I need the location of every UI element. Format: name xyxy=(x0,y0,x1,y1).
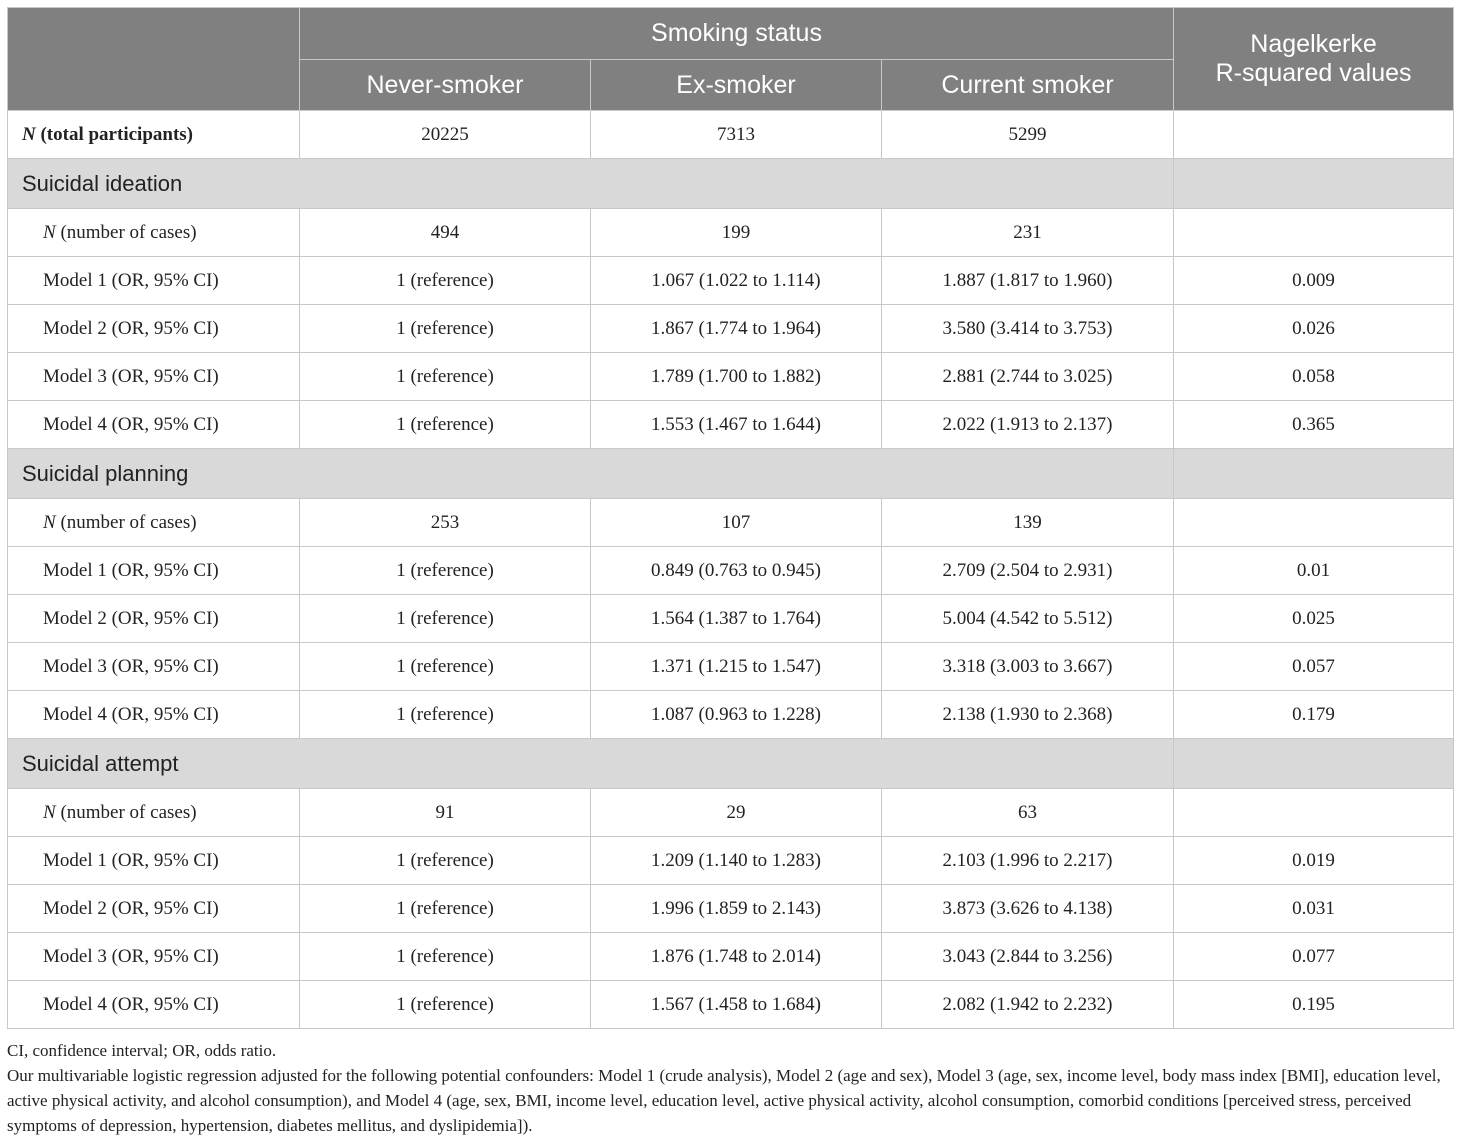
cell-never: 1 (reference) xyxy=(300,837,591,885)
cell-never: 1 (reference) xyxy=(300,885,591,933)
row-label-italic: N xyxy=(43,511,56,533)
row-label-text: Model 2 (OR, 95% CI) xyxy=(43,897,219,919)
cell-r2 xyxy=(1174,209,1454,257)
cell-never: 1 (reference) xyxy=(300,933,591,981)
row-label-text: (number of cases) xyxy=(55,511,197,533)
cell-ex: 0.849 (0.763 to 0.945) xyxy=(591,547,882,595)
cell-ex: 1.867 (1.774 to 1.964) xyxy=(591,305,882,353)
table-row xyxy=(8,257,1454,305)
r2-header xyxy=(1174,8,1454,111)
row-label xyxy=(8,547,300,595)
cell-r2: 0.195 xyxy=(1174,981,1454,1029)
total-r2 xyxy=(1174,111,1454,159)
table-row xyxy=(8,209,1454,257)
table-row xyxy=(8,305,1454,353)
cell-ex: 1.789 (1.700 to 1.882) xyxy=(591,353,882,401)
row-label-text: Model 3 (OR, 95% CI) xyxy=(43,365,219,387)
cell-never: 1 (reference) xyxy=(300,595,591,643)
cell-never: 91 xyxy=(300,789,591,837)
cell-current: 2.082 (1.942 to 2.232) xyxy=(882,981,1174,1029)
cell-current: 63 xyxy=(882,789,1174,837)
section-header-row xyxy=(8,449,1454,499)
table-row xyxy=(8,885,1454,933)
row-label xyxy=(8,353,300,401)
total-current: 5299 xyxy=(882,111,1174,159)
cell-r2: 0.019 xyxy=(1174,837,1454,885)
cell-never: 1 (reference) xyxy=(300,353,591,401)
cell-ex: 1.567 (1.458 to 1.684) xyxy=(591,981,882,1029)
corner-cell xyxy=(8,8,300,111)
cell-r2: 0.365 xyxy=(1174,401,1454,449)
row-label-text: (number of cases) xyxy=(55,221,197,243)
cell-current: 2.881 (2.744 to 3.025) xyxy=(882,353,1174,401)
section-header-row xyxy=(8,739,1454,789)
n-italic: N xyxy=(22,123,36,145)
row-label-text: Model 2 (OR, 95% CI) xyxy=(43,317,219,339)
row-label-text: Model 2 (OR, 95% CI) xyxy=(43,607,219,629)
cell-r2: 0.077 xyxy=(1174,933,1454,981)
row-label-text: Model 1 (OR, 95% CI) xyxy=(43,559,219,581)
table-row xyxy=(8,691,1454,739)
table-footnotes xyxy=(7,1038,1453,1138)
cell-never: 1 (reference) xyxy=(300,547,591,595)
cell-never: 253 xyxy=(300,499,591,547)
table-row xyxy=(8,547,1454,595)
cell-r2: 0.179 xyxy=(1174,691,1454,739)
cell-ex: 1.067 (1.022 to 1.114) xyxy=(591,257,882,305)
cell-current: 2.103 (1.996 to 2.217) xyxy=(882,837,1174,885)
cell-never: 1 (reference) xyxy=(300,643,591,691)
row-label-italic: N xyxy=(43,221,56,243)
footnote-abbreviations: CI, confidence interval; OR, odds ratio. xyxy=(7,1041,277,1060)
total-never: 20225 xyxy=(300,111,591,159)
table-row xyxy=(8,643,1454,691)
cell-current: 2.709 (2.504 to 2.931) xyxy=(882,547,1174,595)
table-row xyxy=(8,499,1454,547)
row-label-text: Model 1 (OR, 95% CI) xyxy=(43,849,219,871)
cell-ex: 1.876 (1.748 to 2.014) xyxy=(591,933,882,981)
table-row xyxy=(8,837,1454,885)
cell-never: 1 (reference) xyxy=(300,305,591,353)
row-label xyxy=(8,643,300,691)
cell-current: 3.580 (3.414 to 3.753) xyxy=(882,305,1174,353)
total-participants-row xyxy=(8,111,1454,159)
cell-current: 3.043 (2.844 to 3.256) xyxy=(882,933,1174,981)
cell-current: 139 xyxy=(882,499,1174,547)
cell-never: 1 (reference) xyxy=(300,691,591,739)
cell-current: 3.873 (3.626 to 4.138) xyxy=(882,885,1174,933)
cell-r2: 0.01 xyxy=(1174,547,1454,595)
cell-current: 231 xyxy=(882,209,1174,257)
row-label-text: Model 4 (OR, 95% CI) xyxy=(43,993,219,1015)
row-label xyxy=(8,837,300,885)
cell-r2: 0.009 xyxy=(1174,257,1454,305)
cell-ex: 1.996 (1.859 to 2.143) xyxy=(591,885,882,933)
row-label-text: Model 1 (OR, 95% CI) xyxy=(43,269,219,291)
table-body xyxy=(8,111,1454,1029)
table-row xyxy=(8,789,1454,837)
smoking-status-header: Smoking status xyxy=(300,8,1174,60)
row-label xyxy=(8,305,300,353)
cell-ex: 199 xyxy=(591,209,882,257)
row-label xyxy=(8,691,300,739)
table-row xyxy=(8,353,1454,401)
row-label-text: Model 4 (OR, 95% CI) xyxy=(43,703,219,725)
cell-r2: 0.026 xyxy=(1174,305,1454,353)
table-row xyxy=(8,933,1454,981)
cell-ex: 1.553 (1.467 to 1.644) xyxy=(591,401,882,449)
cell-r2: 0.031 xyxy=(1174,885,1454,933)
section-title: Suicidal ideation xyxy=(8,159,1174,209)
r2-header-line1: Nagelkerke xyxy=(1250,30,1377,58)
section-r2-empty xyxy=(1174,739,1454,789)
section-title: Suicidal planning xyxy=(8,449,1174,499)
table-container xyxy=(7,7,1453,1138)
cell-never: 1 (reference) xyxy=(300,401,591,449)
row-label xyxy=(8,595,300,643)
table-row xyxy=(8,401,1454,449)
section-r2-empty xyxy=(1174,449,1454,499)
cell-r2: 0.057 xyxy=(1174,643,1454,691)
cell-never: 1 (reference) xyxy=(300,257,591,305)
section-r2-empty xyxy=(1174,159,1454,209)
total-participants-label xyxy=(8,111,300,159)
cell-never: 1 (reference) xyxy=(300,981,591,1029)
row-label xyxy=(8,981,300,1029)
table-row xyxy=(8,595,1454,643)
cell-r2: 0.058 xyxy=(1174,353,1454,401)
r2-header-line2: R-squared values xyxy=(1215,59,1412,87)
row-label xyxy=(8,885,300,933)
row-label-italic: N xyxy=(43,801,56,823)
results-table xyxy=(7,7,1454,1029)
row-label xyxy=(8,401,300,449)
cell-r2 xyxy=(1174,789,1454,837)
cell-current: 3.318 (3.003 to 3.667) xyxy=(882,643,1174,691)
col-ex-smoker: Ex-smoker xyxy=(591,60,882,111)
cell-current: 2.022 (1.913 to 2.137) xyxy=(882,401,1174,449)
cell-ex: 1.564 (1.387 to 1.764) xyxy=(591,595,882,643)
footnote-models: Our multivariable logistic regression adjusted for the following potential confounders: Model 1 (crude analysis), Model 2 (age and sex), Model 3 (age, sex, income level, body mass index [BMI], education level, active physical activity, and alcohol consumption), and Model 4 (age, sex, BMI, income level, education level, active physical activity, alcohol consumption, comorbid conditions [perceived stress, perceived symptoms of depression, hypertension, diabetes mellitus, and dyslipidemia]). xyxy=(7,1066,1441,1135)
total-ex: 7313 xyxy=(591,111,882,159)
table-row xyxy=(8,981,1454,1029)
table-header xyxy=(8,8,1454,111)
col-current-smoker: Current smoker xyxy=(882,60,1174,111)
row-label-text: (number of cases) xyxy=(55,801,197,823)
cell-current: 1.887 (1.817 to 1.960) xyxy=(882,257,1174,305)
cell-r2: 0.025 xyxy=(1174,595,1454,643)
row-label-text: Model 3 (OR, 95% CI) xyxy=(43,945,219,967)
cell-current: 2.138 (1.930 to 2.368) xyxy=(882,691,1174,739)
total-label-text: (total participants) xyxy=(35,123,193,145)
cell-r2 xyxy=(1174,499,1454,547)
row-label xyxy=(8,257,300,305)
section-header-row xyxy=(8,159,1454,209)
row-label xyxy=(8,499,300,547)
cell-ex: 1.087 (0.963 to 1.228) xyxy=(591,691,882,739)
row-label-text: Model 3 (OR, 95% CI) xyxy=(43,655,219,677)
row-label-text: Model 4 (OR, 95% CI) xyxy=(43,413,219,435)
cell-ex: 1.371 (1.215 to 1.547) xyxy=(591,643,882,691)
row-label xyxy=(8,789,300,837)
cell-ex: 29 xyxy=(591,789,882,837)
cell-ex: 1.209 (1.140 to 1.283) xyxy=(591,837,882,885)
row-label xyxy=(8,209,300,257)
col-never-smoker: Never-smoker xyxy=(300,60,591,111)
cell-never: 494 xyxy=(300,209,591,257)
cell-current: 5.004 (4.542 to 5.512) xyxy=(882,595,1174,643)
section-title: Suicidal attempt xyxy=(8,739,1174,789)
cell-ex: 107 xyxy=(591,499,882,547)
row-label xyxy=(8,933,300,981)
